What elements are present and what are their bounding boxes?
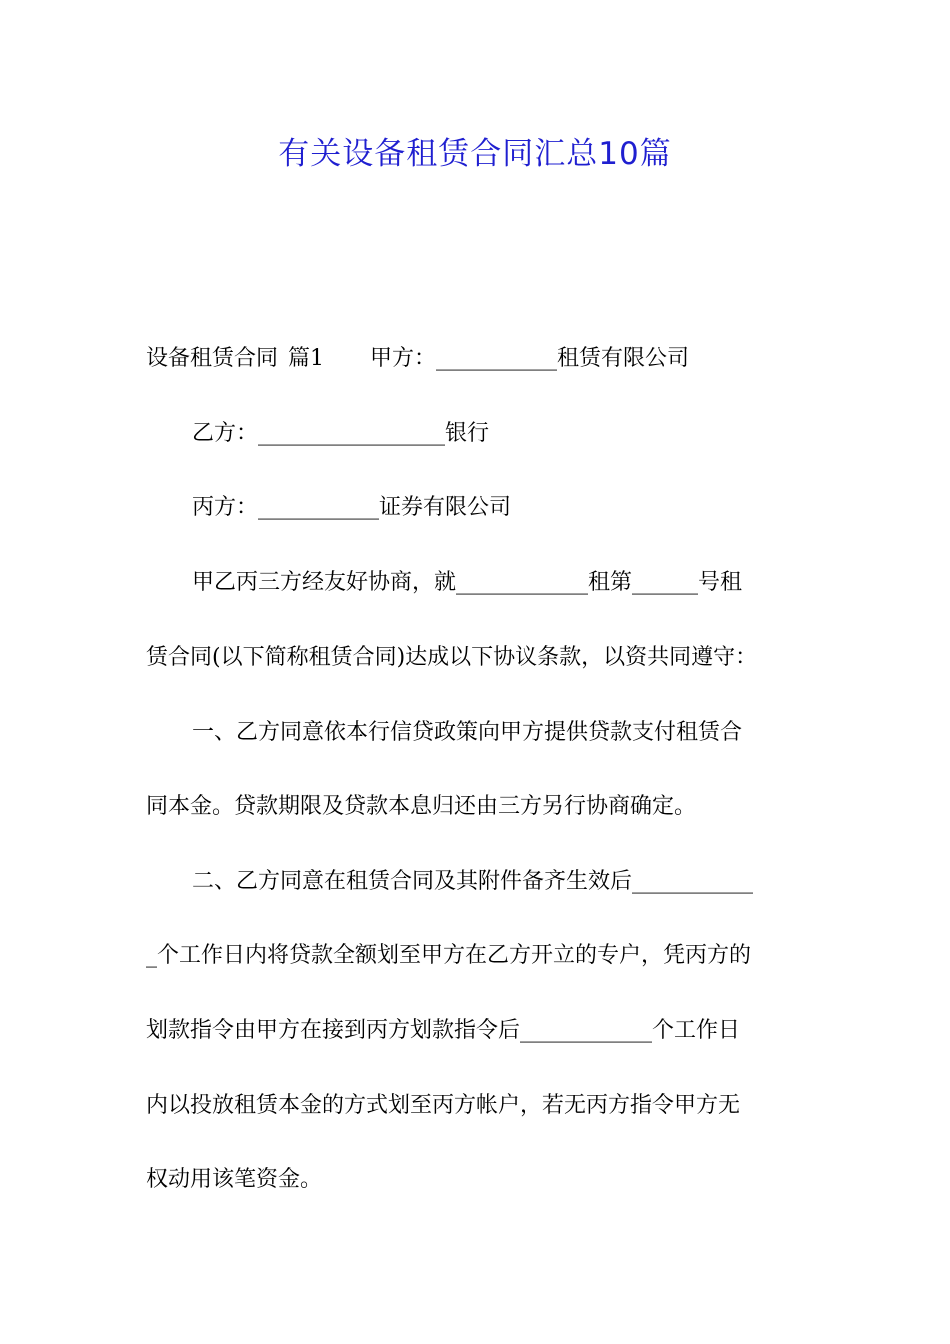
contract-heading (146, 344, 689, 374)
party-a-line: 甲方：___________租赁有限公司 (370, 346, 690, 371)
party-c-line: 丙方：___________证券有限公司 (192, 495, 512, 520)
party-b-line: 乙方：_________________银行 (192, 421, 490, 446)
clause-2-line: 划款指令由甲方在接到丙方划款指令后____________个工作日 (146, 1018, 741, 1043)
clause-1-line: 同本金。贷款期限及贷款本息归还由三方另行协商确定。 (146, 794, 697, 819)
clause-2-line: _个工作日内将贷款全额划至甲方在乙方开立的专户，凭丙方的 (146, 943, 752, 968)
paragraph-line: 赁合同(以下简称租赁合同)达成以下协议条款，以资共同遵守： (146, 645, 758, 670)
clause-2-line: 内以投放租赁本金的方式划至丙方帐户，若无丙方指令甲方无 (146, 1093, 741, 1118)
section-label: 设备租赁合同 (146, 346, 279, 371)
section-number: 篇1 (288, 346, 325, 371)
clause-2-line: 权动用该笔资金。 (146, 1167, 323, 1192)
clause-1-line: 一、乙方同意依本行信贷政策向甲方提供贷款支付租赁合 (192, 720, 743, 745)
document-title: 有关设备租赁合同汇总10篇 (278, 136, 672, 172)
paragraph-line: 甲乙丙三方经友好协商，就____________租第______号租 (192, 570, 743, 595)
clause-2-line: 二、乙方同意在租赁合同及其附件备齐生效后___________ (192, 869, 754, 894)
